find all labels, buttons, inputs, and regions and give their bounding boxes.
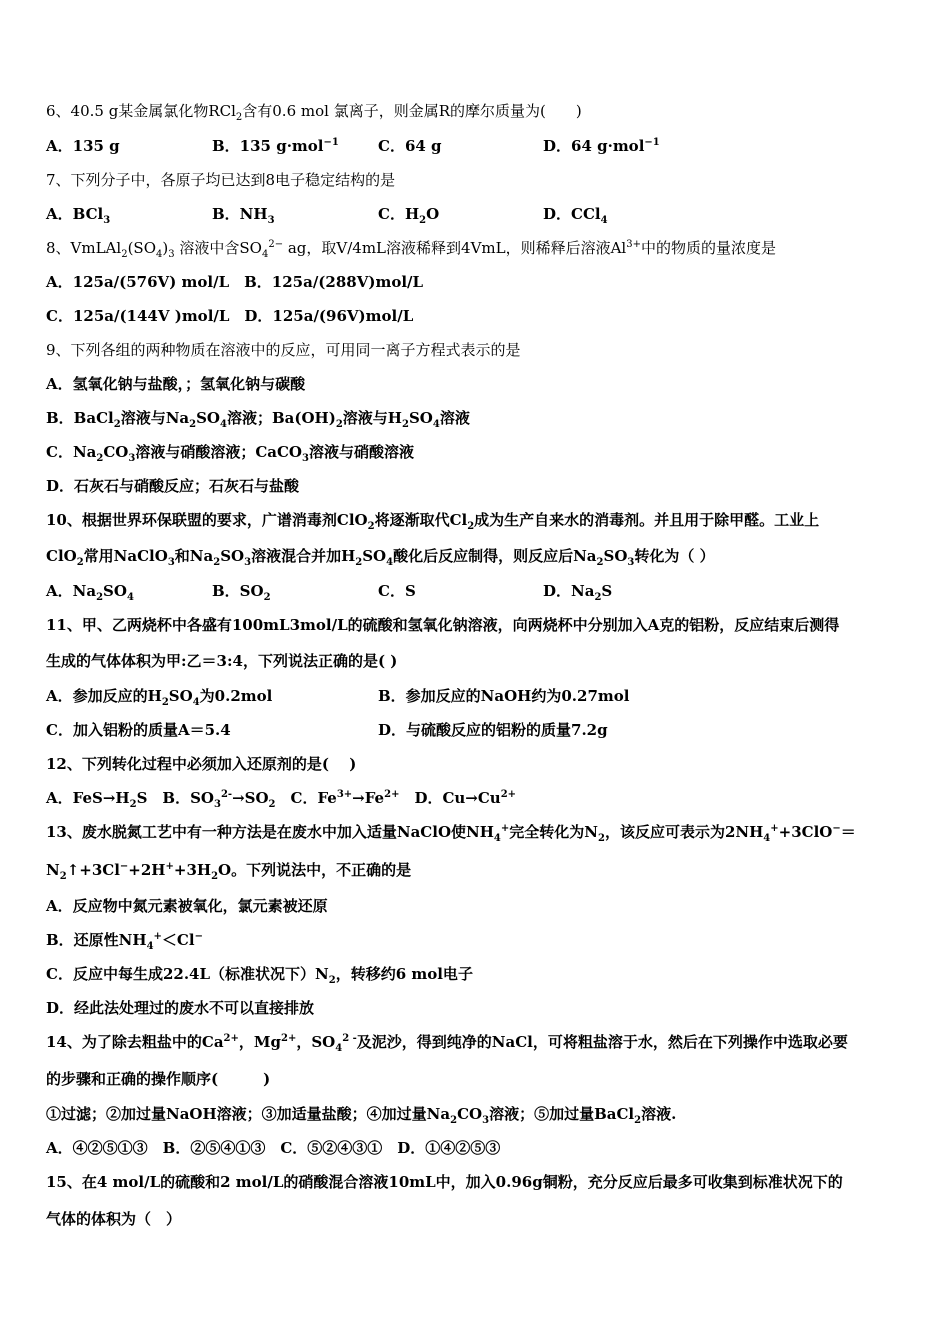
- text: ): [162, 239, 169, 257]
- superscript: 2+: [384, 789, 400, 800]
- subscript: 3: [128, 453, 136, 464]
- text: ①过滤；②加过量NaOH溶液；③加适量盐酸；④加过量Na: [46, 1105, 451, 1123]
- text: 溶液与硝酸溶液: [308, 443, 414, 461]
- text: 6、40.5 g某金属氯化物RCl: [46, 102, 236, 120]
- text: D．Na: [543, 582, 595, 600]
- subscript: 2: [450, 1115, 458, 1126]
- subscript: 2: [367, 521, 375, 532]
- subscript: 3: [213, 799, 221, 810]
- subscript: 2: [594, 592, 602, 603]
- subscript: 2: [419, 215, 427, 226]
- text: C．H: [378, 205, 420, 223]
- question-10-stem-line2: [46, 546, 715, 566]
- text: ＝: [840, 823, 856, 841]
- text: B．NH: [212, 205, 268, 223]
- superscript: −1: [323, 137, 339, 148]
- text: →Fe: [352, 789, 385, 807]
- q7-option-c: [378, 204, 439, 224]
- question-11-stem-line1: 11、甲、乙两烧杯中各盛有100mL3mol/L的硫酸和氢氧化钠溶液，向两烧杯中分别加入A克的铝粉，反应结束后测得: [46, 616, 840, 634]
- subscript: 4: [763, 833, 771, 844]
- superscript: 2−: [268, 239, 284, 250]
- text: 8、VmLAl: [46, 239, 122, 257]
- q11-option-d: D．与硫酸反应的铝粉的质量7.2g: [378, 721, 608, 739]
- superscript: 3+: [336, 789, 353, 800]
- text: SO: [603, 547, 628, 565]
- subscript: 2: [263, 592, 271, 603]
- question-11-stem-line2: 生成的气体体积为甲:乙＝3:4，下列说法正确的是( ): [46, 652, 398, 670]
- q10-option-d: [543, 581, 612, 601]
- text: 溶液与硝酸溶液；CaCO: [135, 443, 302, 461]
- text: ag，取V/4mL溶液稀释到4VmL，则稀释后溶液Al: [283, 239, 627, 257]
- text: 完全转化为N: [509, 823, 598, 841]
- subscript: 2: [401, 419, 409, 430]
- q14-options: A．④②⑤①③ B．②⑤④①③ C．⑤②④③① D．①④②⑤③: [46, 1139, 501, 1157]
- text: A．FeS→H: [46, 789, 130, 807]
- subscript: 4: [386, 557, 394, 568]
- text: 成为生产自来水的消毒剂。并且用于除甲醛。工业上: [474, 511, 820, 529]
- q12-options: [46, 788, 516, 808]
- text: 常用NaClO: [83, 547, 168, 565]
- q6-option-d: [543, 136, 660, 156]
- subscript: 4: [600, 215, 608, 226]
- subscript: 2: [596, 557, 604, 568]
- subscript: 3: [302, 453, 309, 464]
- text: A．BCl: [46, 205, 104, 223]
- text: CO: [103, 443, 129, 461]
- q11-option-a: [46, 686, 272, 706]
- subscript: 2: [335, 419, 343, 430]
- text: B．还原性NH: [46, 931, 147, 949]
- q7-option-d: [543, 204, 608, 224]
- text: SO: [168, 687, 193, 705]
- q9-option-c: [46, 442, 414, 462]
- text: D．CCl: [543, 205, 601, 223]
- subscript: 4: [220, 419, 227, 430]
- text: B．SO: [212, 582, 264, 600]
- subscript: 3: [627, 557, 635, 568]
- text: (SO: [127, 239, 157, 257]
- subscript: 4: [126, 592, 134, 603]
- text: C．Na: [46, 443, 97, 461]
- text: +3H: [173, 861, 212, 879]
- q7-option-a: [46, 204, 110, 224]
- text: ＜Cl: [161, 931, 195, 949]
- subscript: 2: [213, 557, 221, 568]
- subscript: 2: [268, 799, 276, 810]
- question-8-stem: [46, 238, 776, 258]
- subscript: 2: [129, 799, 137, 810]
- question-15-stem-line1: 15、在4 mol/L的硫酸和2 mol/L的硝酸混合溶液10mL中，加入0.96g铜粉，充分反应后最多可收集到标准状况下的: [46, 1173, 843, 1191]
- q9-option-d: D．石灰石与硝酸反应；石灰石与盐酸: [46, 477, 300, 495]
- subscript: 2: [189, 419, 197, 430]
- text: O。下列说法中，不正确的是: [218, 861, 412, 879]
- question-13-stem-line2: [46, 860, 411, 880]
- q6-option-c: C．64 g: [378, 137, 442, 155]
- question-14-steps: [46, 1104, 676, 1124]
- text: 14、为了除去粗盐中的Ca: [46, 1033, 224, 1051]
- text: +3ClO: [778, 823, 833, 841]
- superscript: −1: [644, 137, 660, 148]
- subscript: 3: [167, 557, 175, 568]
- q10-option-b: [212, 581, 271, 601]
- text: S: [601, 582, 613, 600]
- q8-options-ab: A．125a/(576V) mol/L B．125a/(288V)mol/L: [46, 273, 424, 291]
- text: SO: [220, 547, 245, 565]
- superscript: 2+: [223, 1033, 239, 1044]
- text: A．参加反应的H: [46, 687, 162, 705]
- question-7-stem: 7、下列分子中，各原子均已达到8电子稳定结构的是: [46, 171, 396, 189]
- text: 和Na: [174, 547, 214, 565]
- text: ，该反应可表示为2NH: [604, 823, 764, 841]
- text: 10、根据世界环保联盟的要求，广谱消毒剂ClO: [46, 511, 368, 529]
- text: CO: [457, 1105, 483, 1123]
- question-15-stem-line2: 气体的体积为（ ）: [46, 1210, 182, 1228]
- q6-option-a: A．135 g: [46, 137, 120, 155]
- text: N: [46, 861, 60, 879]
- text: SO: [408, 409, 433, 427]
- text: ↑+3Cl: [66, 861, 120, 879]
- text: B．135 g·mol: [212, 137, 324, 155]
- text: ，SO: [296, 1033, 336, 1051]
- text: 为0.2mol: [199, 687, 273, 705]
- subscript: 2: [355, 557, 363, 568]
- text: 13、废水脱氮工艺中有一种方法是在废水中加入适量NaClO使NH: [46, 823, 494, 841]
- text: 溶液中含SO: [174, 239, 262, 257]
- question-6-stem: [46, 101, 582, 121]
- question-13-stem-line1: [46, 822, 856, 842]
- text: 溶液；⑤加过量BaCl: [489, 1105, 635, 1123]
- subscript: 4: [146, 941, 154, 952]
- text: ，Mg: [238, 1033, 281, 1051]
- question-14-stem-line2: 的步骤和正确的操作顺序( ): [46, 1070, 271, 1088]
- text: 转化为（ ）: [634, 547, 715, 565]
- q13-option-b: [46, 930, 203, 950]
- q9-option-b: [46, 408, 470, 428]
- text: C．反应中每生成22.4L（标准状况下）N: [46, 965, 329, 983]
- q8-options-cd: C．125a/(144V )mol/L D．125a/(96V)mol/L: [46, 307, 414, 325]
- text: SO: [196, 409, 220, 427]
- text: 将逐渐取代Cl: [374, 511, 468, 529]
- text: D．64 g·mol: [543, 137, 645, 155]
- subscript: 3: [244, 557, 252, 568]
- superscript: 2 -: [342, 1033, 357, 1044]
- text: SO: [103, 582, 127, 600]
- text: 含有0.6 mol 氯离子，则金属R的摩尔质量为( ): [242, 102, 582, 120]
- q7-option-b: [212, 204, 275, 224]
- superscript: 2-: [220, 789, 233, 800]
- text: 溶液与Na: [120, 409, 190, 427]
- q11-option-b: B．参加反应的NaOH约为0.27mol: [378, 687, 630, 705]
- q10-option-c: C．S: [378, 582, 416, 600]
- text: B．BaCl: [46, 409, 114, 427]
- superscript: −: [832, 823, 841, 834]
- text: SO: [362, 547, 387, 565]
- subscript: 2: [328, 975, 336, 986]
- text: 溶液；Ba(OH): [226, 409, 336, 427]
- subscript: 4: [192, 697, 200, 708]
- question-12-stem: 12、下列转化过程中必须加入还原剂的是( ): [46, 755, 357, 773]
- superscript: +: [770, 823, 779, 834]
- text: C．Fe: [275, 789, 337, 807]
- subscript: 4: [156, 249, 163, 260]
- text: S B．SO: [136, 789, 214, 807]
- subscript: 3: [168, 249, 175, 260]
- subscript: 2: [634, 1115, 642, 1126]
- text: O: [426, 205, 440, 223]
- question-14-stem-line1: [46, 1032, 848, 1052]
- text: →SO: [232, 789, 269, 807]
- subscript: 3: [482, 1115, 490, 1126]
- subscript: 2: [113, 419, 121, 430]
- q13-option-c: [46, 964, 473, 984]
- superscript: +: [153, 931, 162, 942]
- q13-option-a: A．反应物中氮元素被氧化，氯元素被还原: [46, 897, 328, 915]
- text: 溶液与H: [342, 409, 402, 427]
- q11-option-c: C．加入铝粉的质量A＝5.4: [46, 721, 231, 739]
- subscript: 2: [211, 871, 219, 882]
- text: A．Na: [46, 582, 97, 600]
- text: 溶液.: [641, 1105, 677, 1123]
- q13-option-d: D．经此法处理过的废水不可以直接排放: [46, 999, 315, 1017]
- subscript: 4: [261, 249, 269, 260]
- text: ，转移约6 mol电子: [335, 965, 473, 983]
- subscript: 2: [235, 112, 243, 123]
- superscript: 3+: [626, 239, 641, 250]
- q9-option-a: A．氢氧化钠与盐酸，；氢氧化钠与碳酸: [46, 375, 306, 393]
- subscript: 2: [59, 871, 67, 882]
- subscript: 4: [432, 419, 440, 430]
- text: 溶液: [439, 409, 470, 427]
- question-10-stem-line1: [46, 510, 819, 530]
- text: 及泥沙，得到纯净的NaCl，可将粗盐溶于水，然后在下列操作中选取必要: [356, 1033, 848, 1051]
- subscript: 4: [493, 833, 501, 844]
- subscript: 3: [103, 215, 111, 226]
- superscript: +: [500, 823, 510, 834]
- text: ClO: [46, 547, 77, 565]
- subscript: 2: [161, 697, 169, 708]
- subscript: 2: [121, 249, 128, 260]
- superscript: 2+: [500, 789, 517, 800]
- text: 溶液混合并加H: [251, 547, 356, 565]
- text: 中的物质的量浓度是: [640, 239, 776, 257]
- q6-option-b: [212, 136, 339, 156]
- superscript: 2+: [280, 1033, 297, 1044]
- subscript: 2: [96, 453, 104, 464]
- superscript: −: [194, 931, 203, 942]
- subscript: 2: [597, 833, 605, 844]
- q10-option-a: [46, 581, 134, 601]
- subscript: 2: [467, 521, 475, 532]
- text: +2H: [128, 861, 166, 879]
- text: 酸化后反应制得，则反应后Na: [393, 547, 597, 565]
- text: D．Cu→Cu: [399, 789, 501, 807]
- subscript: 4: [335, 1043, 343, 1054]
- superscript: −: [119, 861, 129, 872]
- subscript: 2: [96, 592, 104, 603]
- subscript: 3: [267, 215, 275, 226]
- subscript: 2: [76, 557, 84, 568]
- question-9-stem: 9、下列各组的两种物质在溶液中的反应，可用同一离子方程式表示的是: [46, 341, 521, 359]
- superscript: +: [165, 861, 174, 872]
